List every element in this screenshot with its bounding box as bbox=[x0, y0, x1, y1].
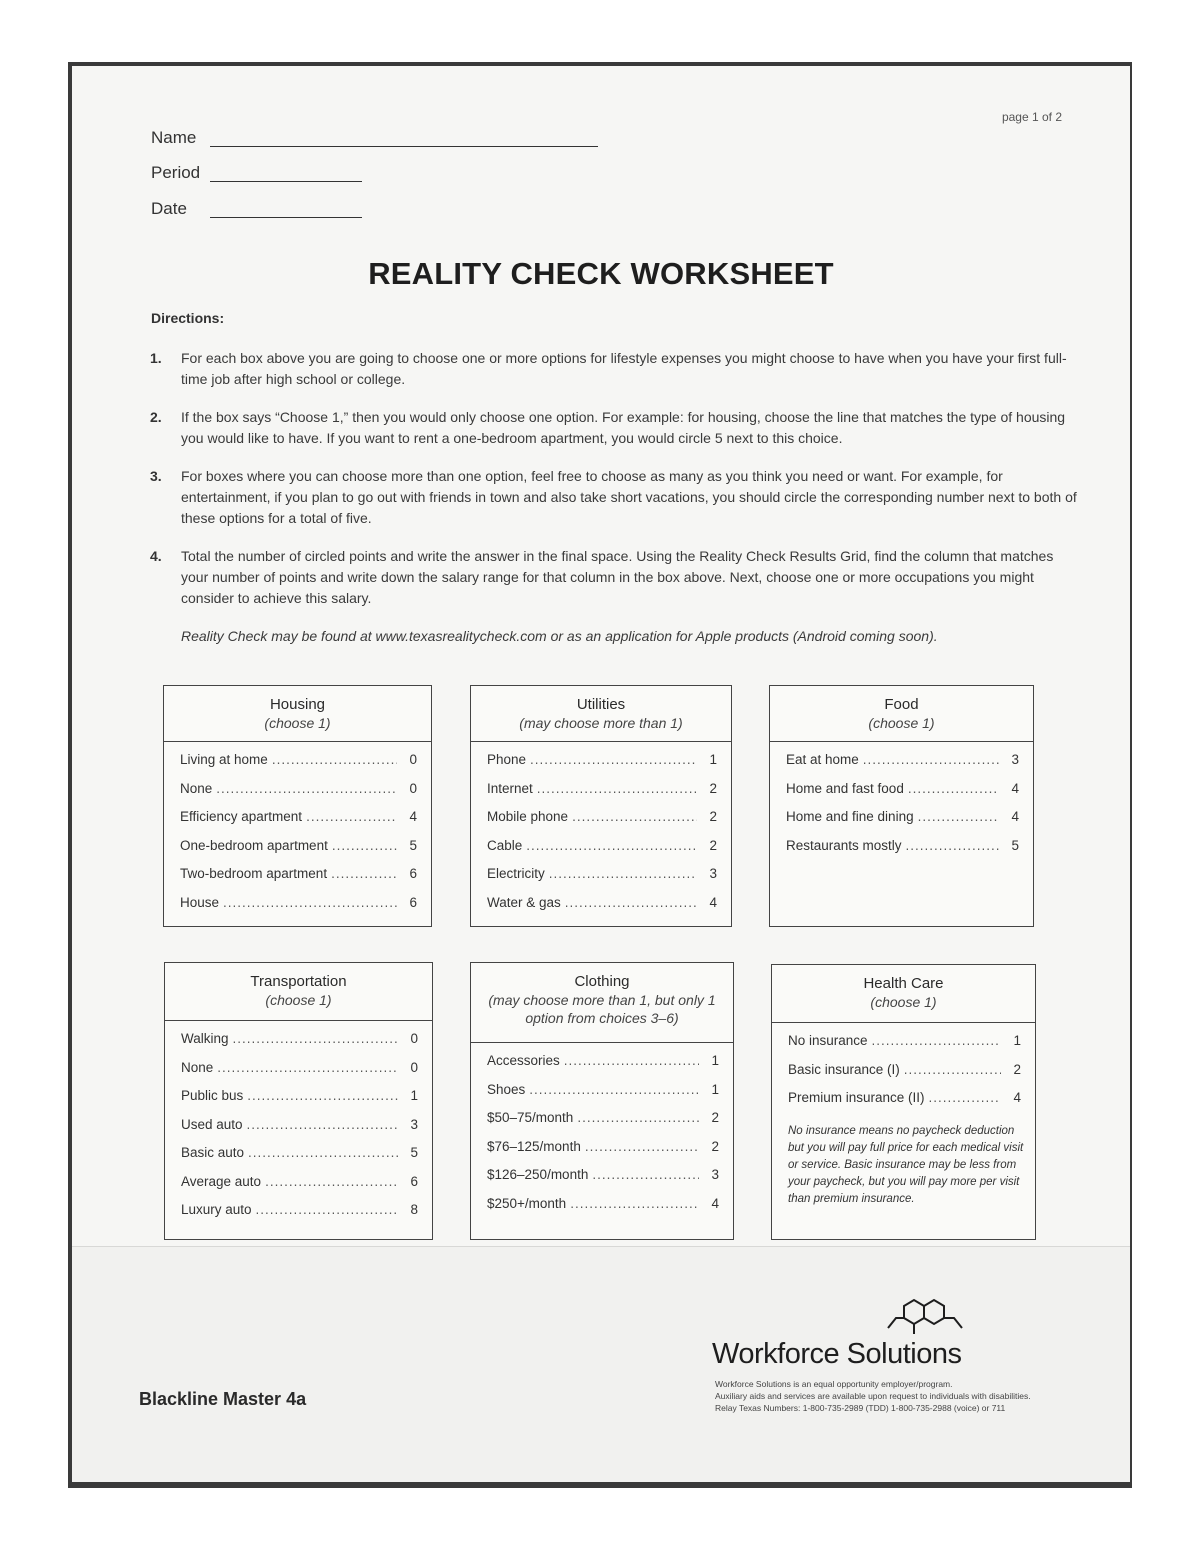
option-row[interactable]: Water & gas ..... 4 bbox=[487, 895, 717, 924]
hexagon-logo-icon bbox=[882, 1294, 972, 1342]
box-title: Food bbox=[884, 696, 919, 713]
option-row[interactable]: Living at home ..... 0 bbox=[180, 752, 417, 781]
food-box-header bbox=[770, 686, 1033, 742]
option-row[interactable]: Walking ..... 0 bbox=[181, 1031, 418, 1060]
option-row[interactable]: $50–75/month ..... 2 bbox=[487, 1110, 719, 1139]
eeo-statement: Workforce Solutions is an equal opportunity employer/program. Auxiliary aids and services are available upon request to individuals with disabilities. Relay Texas Numbers: 1-800-735-2989 (TDD) 1-800-735-2988 (voice) or 711 bbox=[715, 1379, 1031, 1413]
option-row[interactable]: Two-bedroom apartment ..... 6 bbox=[180, 866, 417, 895]
option-row[interactable]: Premium insurance (II) ..... 4 bbox=[788, 1090, 1021, 1119]
box-title: Transportation bbox=[250, 973, 347, 990]
worksheet-title: REALITY CHECK WORKSHEET bbox=[368, 256, 834, 291]
option-row[interactable]: None ..... 0 bbox=[181, 1060, 418, 1089]
option-row[interactable]: Used auto ..... 3 bbox=[181, 1117, 418, 1146]
housing-box bbox=[163, 685, 432, 927]
transportation-box-header bbox=[165, 963, 432, 1021]
health-care-options bbox=[772, 1023, 1035, 1119]
option-row[interactable]: House ..... 6 bbox=[180, 895, 417, 924]
box-subtitle: (choose 1) bbox=[264, 715, 331, 731]
option-row[interactable]: Cable ..... 2 bbox=[487, 838, 717, 867]
utilities-box-header bbox=[471, 686, 731, 742]
health-care-box bbox=[771, 964, 1036, 1240]
option-row[interactable]: Public bus ..... 1 bbox=[181, 1088, 418, 1117]
option-row[interactable]: Accessories ..... 1 bbox=[487, 1053, 719, 1082]
period-field[interactable] bbox=[210, 181, 362, 182]
worksheet-page bbox=[72, 66, 1130, 1482]
box-subtitle: (choose 1) bbox=[868, 715, 935, 731]
food-box bbox=[769, 685, 1034, 927]
date-label: Date bbox=[151, 199, 187, 218]
option-row[interactable]: Efficiency apartment ..... 4 bbox=[180, 809, 417, 838]
option-row[interactable]: Shoes ..... 1 bbox=[487, 1082, 719, 1111]
option-row[interactable]: Phone ..... 1 bbox=[487, 752, 717, 781]
option-row[interactable]: No insurance ..... 1 bbox=[788, 1033, 1021, 1062]
box-subtitle: (choose 1) bbox=[265, 992, 332, 1008]
option-row[interactable]: $250+/month ..... 4 bbox=[487, 1196, 719, 1225]
workforce-solutions-logo bbox=[712, 1294, 1012, 1374]
box-title: Health Care bbox=[863, 975, 944, 992]
box-subtitle: (may choose more than 1, but only 1 option from choices 3–6) bbox=[488, 992, 716, 1026]
option-row[interactable]: Basic insurance (I) ..... 2 bbox=[788, 1062, 1021, 1091]
transportation-options bbox=[165, 1021, 432, 1231]
direction-item: 3. For boxes where you can choose more than one option, feel free to choose as many as you think you need or want. For example, for entertainment, if you plan to go out with friends in town and also take short vacations, you should circle the corresponding number next to both of these options for a total of five. bbox=[150, 468, 1077, 526]
option-row[interactable]: Mobile phone ..... 2 bbox=[487, 809, 717, 838]
blackline-master-label: Blackline Master 4a bbox=[139, 1389, 307, 1409]
option-row[interactable]: One-bedroom apartment ..... 5 bbox=[180, 838, 417, 867]
direction-item: 4. Total the number of circled points and write the answer in the final space. Using the Reality Check Results Grid, find the column that matches your number of points and write down the salary range for that column in the box above. Next, choose one or more occupations you might consider to achieve this salary. bbox=[150, 548, 1054, 606]
utilities-box bbox=[470, 685, 732, 927]
option-row[interactable]: Electricity ..... 3 bbox=[487, 866, 717, 895]
date-field[interactable] bbox=[210, 217, 362, 218]
clothing-options bbox=[471, 1043, 733, 1224]
transportation-box bbox=[164, 962, 433, 1240]
name-field[interactable] bbox=[210, 146, 598, 147]
logo-wordmark: Workforce Solutions bbox=[712, 1338, 962, 1370]
option-row[interactable]: $76–125/month ..... 2 bbox=[487, 1139, 719, 1168]
housing-options bbox=[164, 742, 431, 923]
option-row[interactable]: Luxury auto ..... 8 bbox=[181, 1202, 418, 1231]
option-row[interactable]: None ..... 0 bbox=[180, 781, 417, 810]
option-row[interactable]: Home and fast food ..... 4 bbox=[786, 781, 1019, 810]
health-care-box-header bbox=[772, 965, 1035, 1023]
box-title: Housing bbox=[269, 696, 326, 713]
period-label: Period bbox=[151, 163, 201, 182]
option-row[interactable]: Basic auto ..... 5 bbox=[181, 1145, 418, 1174]
directions-list bbox=[150, 348, 1080, 626]
reality-check-note: Reality Check may be found at www.texasrealitycheck.com or as an application for Apple products (Android coming soon). bbox=[181, 628, 938, 644]
option-row[interactable]: Restaurants mostly ..... 5 bbox=[786, 838, 1019, 867]
box-title: Utilities bbox=[576, 696, 626, 713]
option-row[interactable]: Average auto ..... 6 bbox=[181, 1174, 418, 1203]
clothing-box bbox=[470, 962, 734, 1240]
direction-item: 2. If the box says “Choose 1,” then you would only choose one option. For example: for housing, choose the line that matches the type of housing you would like to have. If you want to rent a one-bedroom apartment, you would circle 5 next to this choice. bbox=[150, 409, 1066, 446]
housing-box-header bbox=[164, 686, 431, 742]
page-number: page 1 of 2 bbox=[1001, 110, 1062, 124]
clothing-box-header bbox=[471, 963, 733, 1043]
health-care-note: No insurance means no paycheck deduction but you will pay full price for each medical visit or service. Basic insurance may be less from your paycheck, but you will pay more per visit than premium insurance. bbox=[788, 1124, 1024, 1205]
direction-item: 1. For each box above you are going to choose one or more options for lifestyle expenses you might choose to have when you have your first full-time job after high school or college. bbox=[150, 350, 1067, 387]
box-subtitle: (may choose more than 1) bbox=[519, 715, 683, 731]
name-label: Name bbox=[151, 128, 197, 147]
option-row[interactable]: Internet ..... 2 bbox=[487, 781, 717, 810]
directions-heading: Directions: bbox=[151, 310, 225, 326]
utilities-options bbox=[471, 742, 731, 923]
option-row[interactable]: Eat at home ..... 3 bbox=[786, 752, 1019, 781]
food-options bbox=[770, 742, 1033, 866]
box-subtitle: (choose 1) bbox=[870, 994, 937, 1010]
option-row[interactable]: Home and fine dining ..... 4 bbox=[786, 809, 1019, 838]
option-row[interactable]: $126–250/month ..... 3 bbox=[487, 1167, 719, 1196]
box-title: Clothing bbox=[574, 973, 630, 990]
